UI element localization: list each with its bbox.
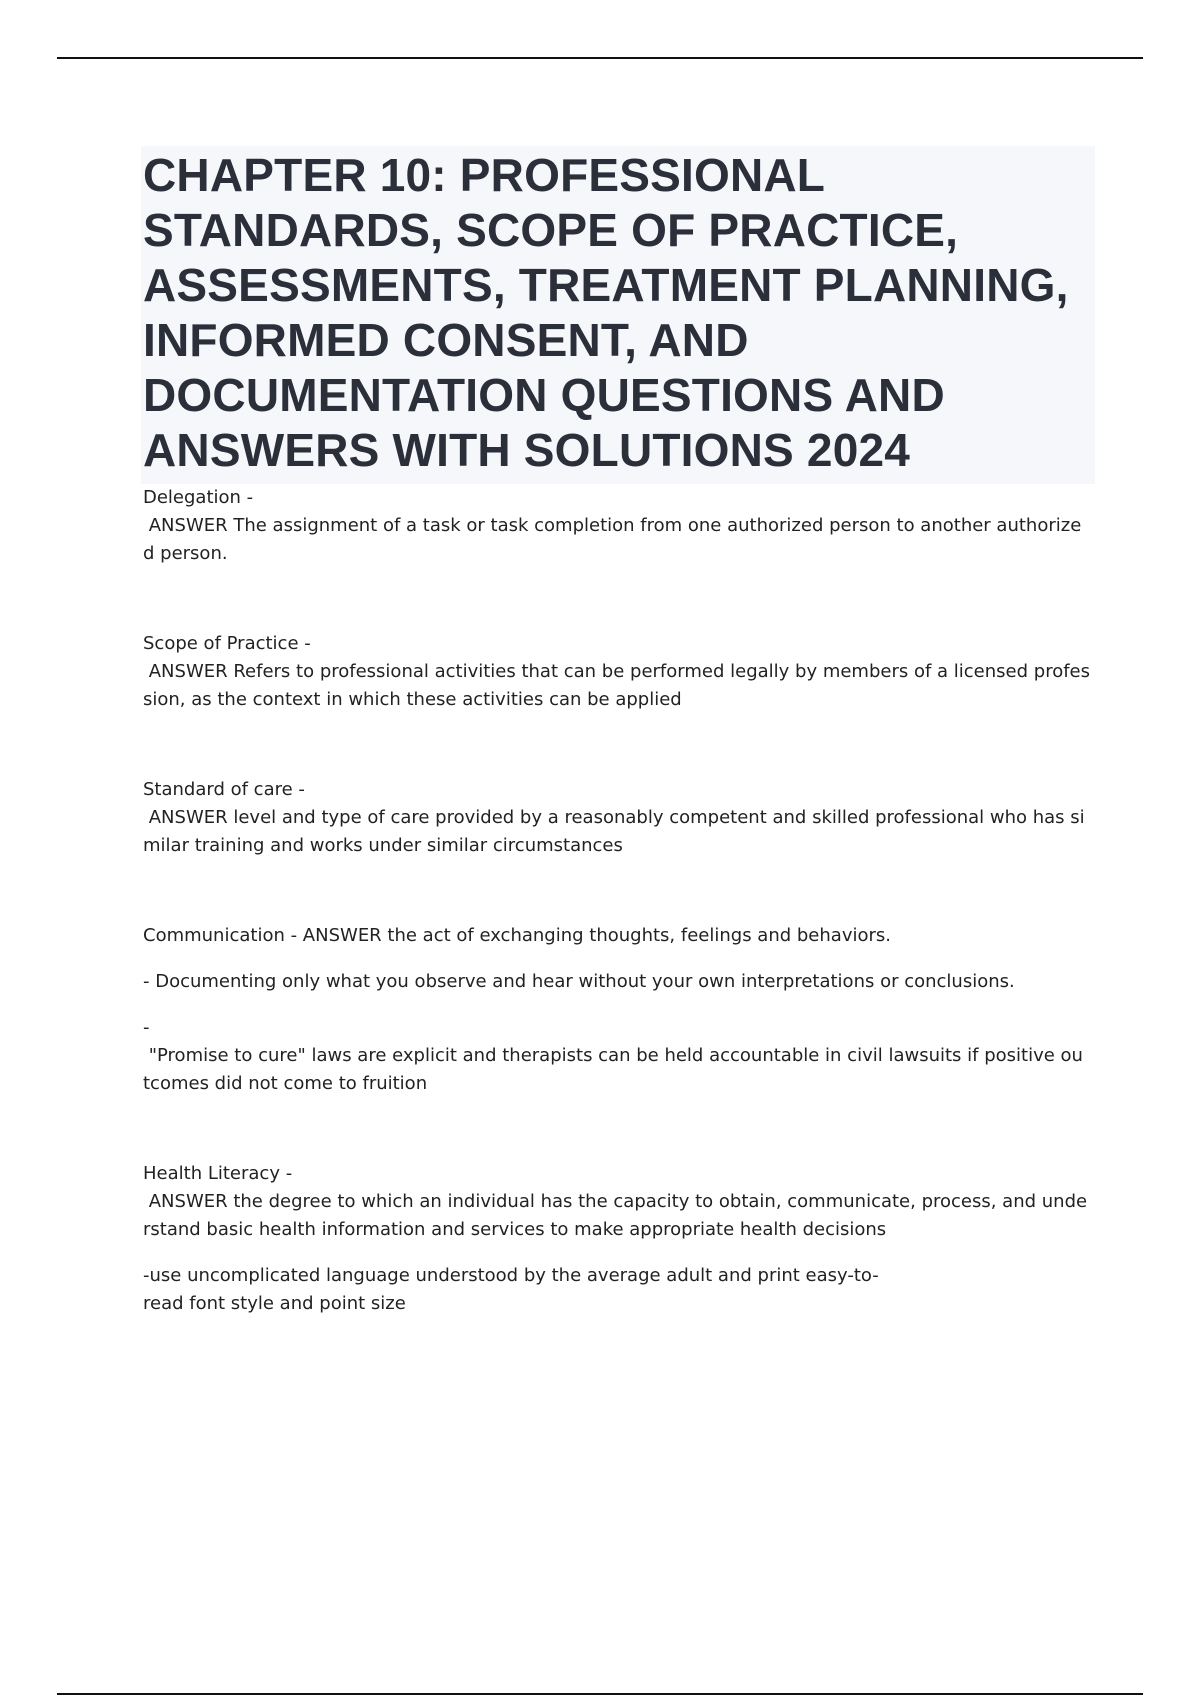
qa-entry-scope-of-practice	[143, 630, 1093, 714]
qa-entry-standard-of-care	[143, 776, 1093, 860]
header-rule	[57, 57, 1143, 59]
answer-health-literacy: ANSWER the degree to which an individual has the capacity to obtain, communicate, process, and unde rstand basic health information and services to make appropriate health decisions	[143, 1191, 1088, 1240]
communication-note-documenting: - Documenting only what you observe and hear without your own interpretations or conclusions.	[143, 971, 1015, 992]
term-scope-of-practice: Scope of Practice -	[143, 633, 311, 654]
term-communication: Communication - ANSWER the act of exchanging thoughts, feelings and behaviors.	[143, 925, 891, 946]
document-title: CHAPTER 10: PROFESSIONAL STANDARDS, SCOPE OF PRACTICE, ASSESSMENTS, TREATMENT PLANNING, INFORMED CONSENT, AND DOCUMENTATION QUESTIONS AND ANSWERS WITH SOLUTIONS 2024	[143, 149, 1069, 476]
communication-note-dash: -	[143, 1017, 150, 1038]
document-body	[143, 146, 1093, 1318]
term-standard-of-care: Standard of care -	[143, 779, 305, 800]
title-block	[141, 146, 1095, 484]
answer-standard-of-care: ANSWER level and type of care provided by a reasonably competent and skilled professional who has si milar training and works under similar circumstances	[143, 807, 1085, 856]
footer-rule	[57, 1693, 1143, 1695]
qa-entry-delegation	[143, 484, 1093, 568]
term-delegation: Delegation -	[143, 487, 254, 508]
qa-entry-communication	[143, 922, 1093, 1098]
answer-delegation: ANSWER The assignment of a task or task completion from one authorized person to another authorize d person.	[143, 515, 1082, 564]
health-literacy-note: -use uncomplicated language understood by the average adult and print easy-to- read font style and point size	[143, 1265, 879, 1314]
term-health-literacy: Health Literacy -	[143, 1163, 293, 1184]
qa-list	[143, 484, 1093, 1318]
qa-entry-health-literacy	[143, 1160, 1093, 1318]
communication-note-promise-to-cure: "Promise to cure" laws are explicit and therapists can be held accountable in civil lawsuits if positive ou tcomes did not come to fruition	[143, 1045, 1083, 1094]
answer-scope-of-practice: ANSWER Refers to professional activities that can be performed legally by members of a licensed profes sion, as the context in which these activities can be applied	[143, 661, 1090, 710]
